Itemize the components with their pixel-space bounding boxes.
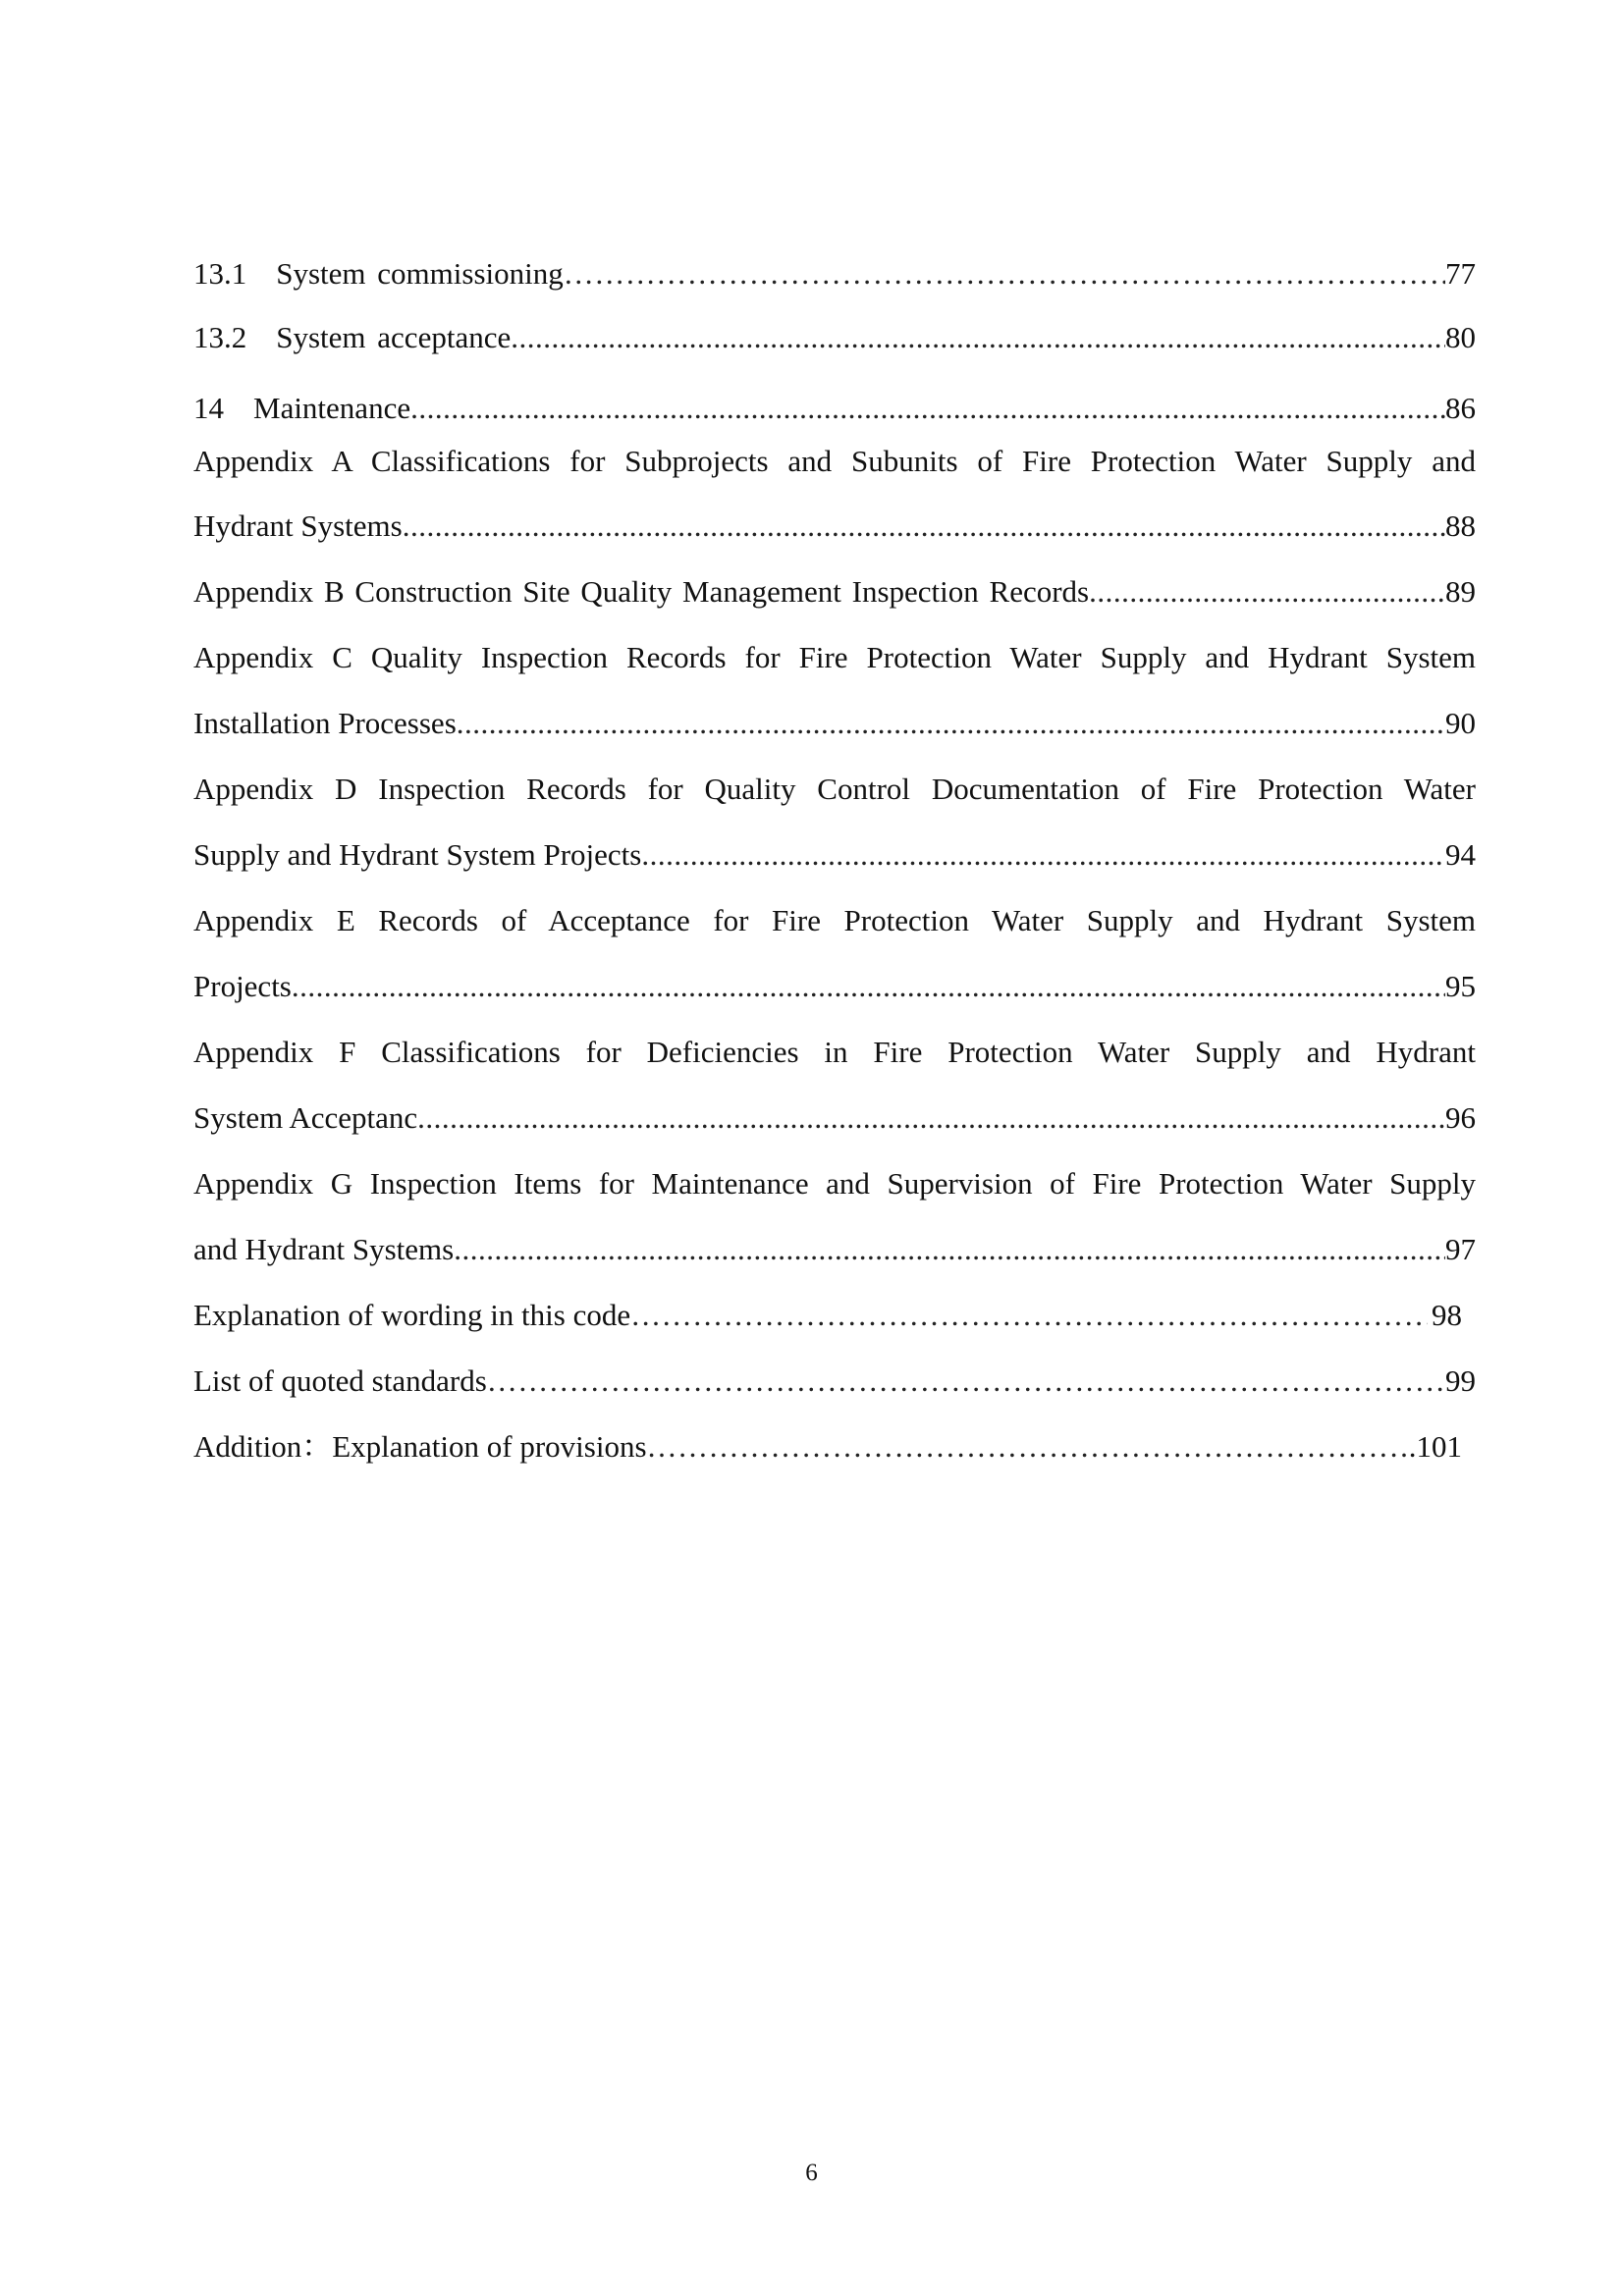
toc-page: 95 (1445, 969, 1476, 1003)
toc-title-line: System Acceptanc (193, 1100, 418, 1135)
toc-title-line: and Hydrant Systems (193, 1232, 455, 1266)
toc-entry-13-2[interactable] (193, 302, 1476, 373)
toc-entry-13-1[interactable] (193, 245, 1476, 302)
page-number: 6 (805, 2160, 818, 2186)
toc-page: 98 (1432, 1298, 1462, 1332)
toc-page: 77 (1445, 256, 1476, 291)
toc-title: Appendix B Construction Site Quality Management Inspection Records (193, 574, 1090, 609)
toc-title-line: Appendix D Inspection Records for Quality Control Documentation of Fire Protection Water (193, 772, 1476, 806)
toc-page: .101 (1408, 1429, 1462, 1464)
toc-entry-appendix-a[interactable] (193, 428, 1476, 559)
toc-page: 94 (1445, 837, 1476, 872)
toc-title: Addition：Explanation of provisions (193, 1429, 647, 1464)
dot-leader (647, 1414, 1409, 1479)
toc-title: Explanation of wording in this code (193, 1298, 631, 1332)
toc-entry-quoted-standards[interactable] (193, 1348, 1476, 1414)
toc-number: 13.1 (193, 256, 247, 291)
dot-leader (1089, 559, 1445, 624)
toc-title: Maintenance (253, 391, 411, 425)
dot-leader (410, 373, 1445, 428)
table-of-contents (193, 245, 1476, 1479)
toc-title-line: Appendix F Classifications for Deficiencies in Fire Protection Water Supply and Hydrant (193, 1035, 1476, 1069)
toc-page: 99 (1445, 1363, 1476, 1398)
toc-page: 86 (1445, 391, 1476, 425)
toc-page: 89 (1445, 574, 1476, 609)
toc-title-line: Hydrant Systems (193, 508, 403, 543)
toc-title-line: Appendix E Records of Acceptance for Fire Protection Water Supply and Hydrant System (193, 903, 1476, 937)
toc-entry-appendix-e[interactable] (193, 887, 1476, 1019)
toc-number: 13.2 (193, 320, 247, 354)
dot-leader (641, 822, 1445, 887)
toc-entry-appendix-b[interactable] (193, 559, 1476, 624)
dot-leader (403, 494, 1445, 559)
dot-leader (457, 690, 1445, 756)
toc-title: List of quoted standards (193, 1363, 487, 1398)
dot-leader (454, 1216, 1445, 1282)
toc-page: 80 (1445, 320, 1476, 354)
toc-entry-addition[interactable] (193, 1414, 1476, 1479)
toc-title-line: Appendix G Inspection Items for Maintenance and Supervision of Fire Protection Water Supply (193, 1166, 1476, 1201)
toc-entry-appendix-g[interactable] (193, 1150, 1476, 1282)
dot-leader (630, 1282, 1428, 1348)
toc-title: System commissioning (276, 256, 564, 291)
toc-title-line: Projects (193, 969, 292, 1003)
toc-entry-appendix-c[interactable] (193, 624, 1476, 756)
dot-leader (564, 245, 1445, 302)
dot-leader (417, 1085, 1445, 1150)
toc-page: 97 (1445, 1232, 1476, 1266)
toc-title-line: Supply and Hydrant System Projects (193, 837, 642, 872)
dot-leader (511, 302, 1445, 373)
toc-entry-wording[interactable] (193, 1282, 1476, 1348)
toc-title: System acceptance (276, 320, 512, 354)
toc-title-line: Appendix A Classifications for Subprojects and Subunits of Fire Protection Water Supply and (193, 444, 1476, 478)
toc-title-line: Installation Processes (193, 706, 457, 740)
toc-page: 96 (1445, 1100, 1476, 1135)
toc-number: 14 (193, 391, 224, 425)
toc-entry-14[interactable] (193, 373, 1476, 428)
dot-leader (487, 1348, 1445, 1414)
toc-page: 90 (1445, 706, 1476, 740)
toc-entry-appendix-f[interactable] (193, 1019, 1476, 1150)
toc-entry-appendix-d[interactable] (193, 756, 1476, 887)
toc-page: 88 (1445, 508, 1476, 543)
toc-title-line: Appendix C Quality Inspection Records for Fire Protection Water Supply and Hydrant System (193, 640, 1476, 674)
dot-leader (292, 953, 1445, 1019)
